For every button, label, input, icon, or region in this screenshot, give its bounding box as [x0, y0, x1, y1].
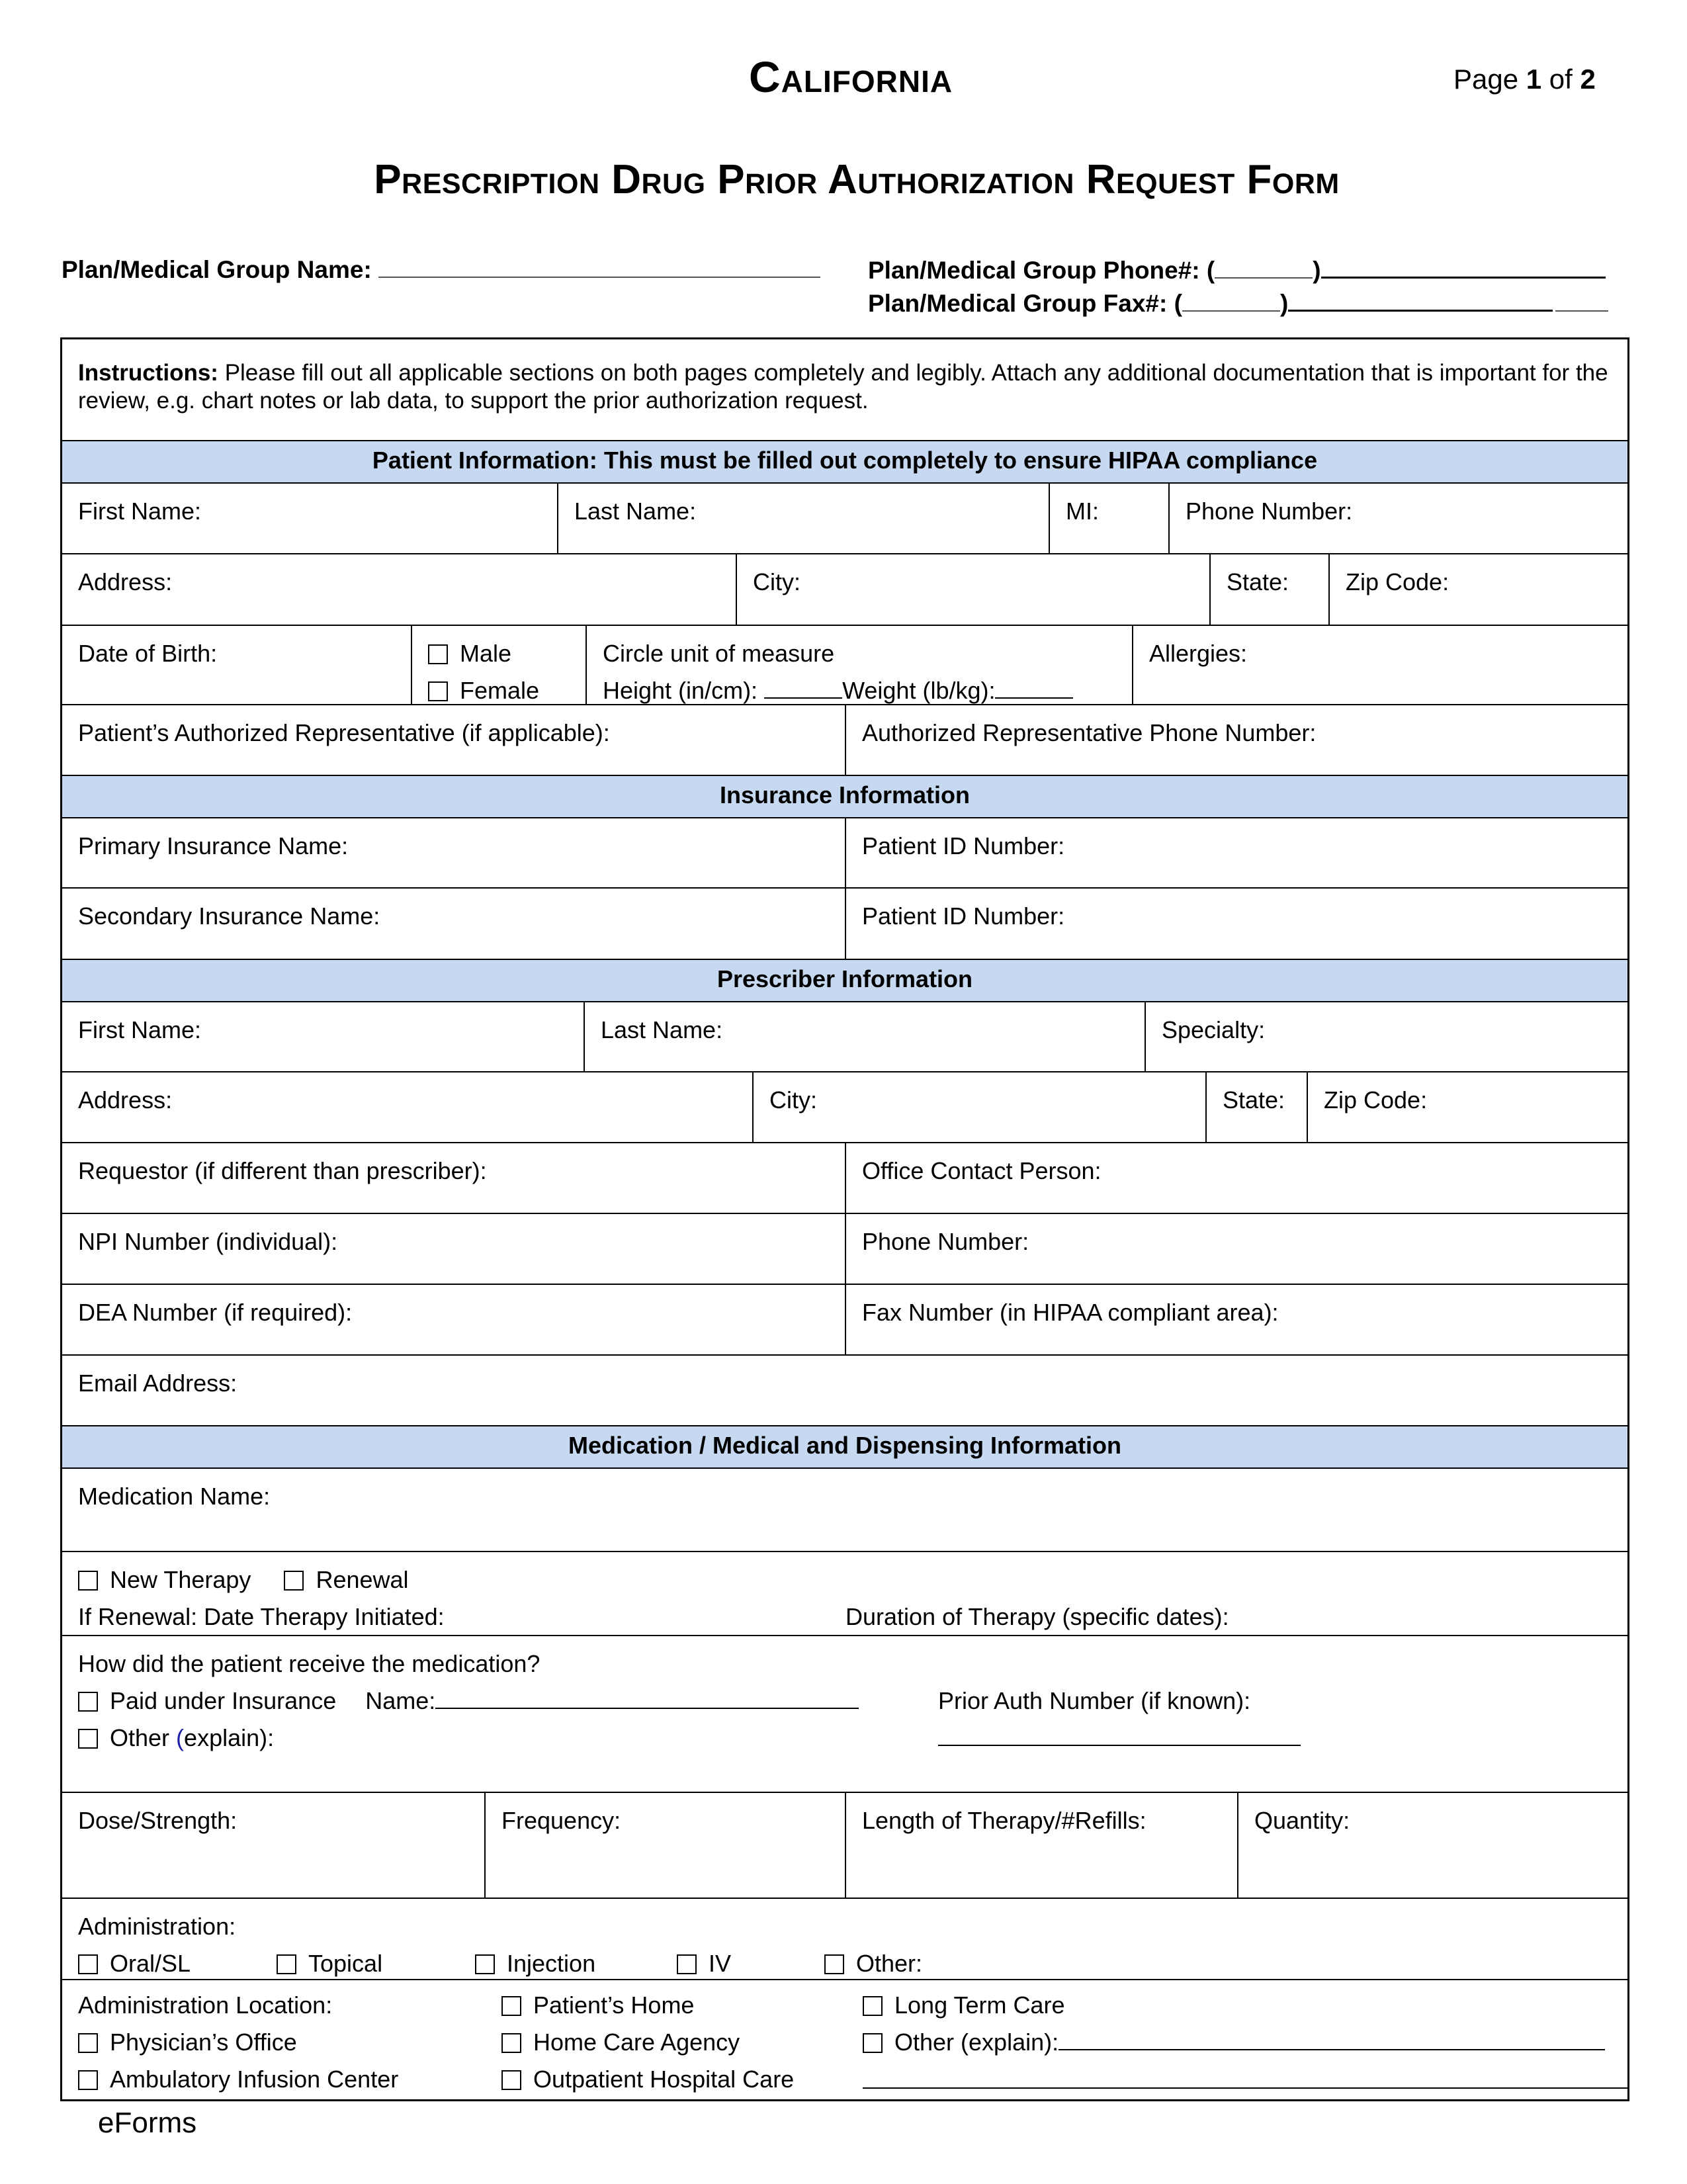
patient-phone-field[interactable] — [1168, 484, 1627, 553]
iv-checkbox[interactable] — [677, 1954, 697, 1974]
other-admin-label: Other: — [856, 1950, 923, 1977]
secondary-insurance-label: Secondary Insurance Name: — [78, 902, 380, 930]
page-of: of — [1549, 64, 1573, 95]
plan-phone-area-field[interactable] — [1215, 256, 1313, 279]
instructions-row — [62, 339, 1627, 440]
plan-fax-row — [868, 288, 1608, 318]
injection-label: Injection — [507, 1950, 596, 1977]
rep-field[interactable] — [62, 705, 845, 775]
therapy-type-section — [62, 1552, 1627, 1635]
prescriber-section-header: Prescriber Information — [62, 960, 1627, 1001]
email-label: Email Address: — [78, 1370, 238, 1397]
prior-auth-label: Prior Auth Number (if known): — [938, 1687, 1251, 1714]
frequency-label: Frequency: — [501, 1807, 621, 1834]
secondary-patient-id-field[interactable] — [845, 889, 1627, 959]
requestor-field[interactable] — [62, 1143, 845, 1213]
page-number — [1453, 64, 1596, 95]
other-location-input[interactable] — [1059, 2028, 1605, 2050]
height-label: Height (in/cm): — [603, 677, 765, 704]
medication-section-header: Medication / Medical and Dispensing Information — [62, 1426, 1627, 1467]
length-label: Length of Therapy/#Refills: — [862, 1807, 1146, 1834]
injection-checkbox[interactable] — [475, 1954, 495, 1974]
plan-phone-label: Plan/Medical Group Phone#: ( — [868, 257, 1215, 284]
outpatient-checkbox[interactable] — [501, 2070, 521, 2090]
renewal-checkbox[interactable] — [284, 1571, 304, 1591]
prescriber-zip-label: Zip Code: — [1324, 1086, 1428, 1114]
patient-dob-label: Date of Birth: — [78, 640, 218, 667]
female-checkbox[interactable] — [428, 681, 448, 701]
other-admin-checkbox[interactable] — [824, 1954, 844, 1974]
ambulatory-label: Ambulatory Infusion Center — [110, 2066, 399, 2093]
prescriber-fax-field[interactable] — [845, 1285, 1627, 1354]
patient-address-label: Address: — [78, 568, 173, 595]
gender-options — [411, 626, 585, 704]
patient-mi-field[interactable] — [1049, 484, 1168, 553]
prescriber-first-name-label: First Name: — [78, 1016, 202, 1043]
patient-zip-field[interactable] — [1328, 554, 1627, 625]
other-explain-label: explain): — [184, 1724, 275, 1751]
male-checkbox[interactable] — [428, 644, 448, 664]
requestor-label: Requestor (if different than prescriber): — [78, 1157, 487, 1184]
renewal-label: Renewal — [316, 1566, 409, 1593]
administration-section — [62, 1899, 1627, 1979]
patient-address-field[interactable] — [62, 554, 736, 625]
paid-insurance-label: Paid under Insurance — [110, 1687, 337, 1714]
secondary-insurance-field[interactable] — [62, 889, 845, 959]
location-label: Administration Location: — [78, 1991, 333, 2019]
plan-phone-field[interactable] — [1321, 255, 1606, 279]
instructions-text: Please fill out all applicable sections on both pages completely and legibly. Attach any additional documentation that is important for the review, e.g. chart notes or lab data, to support the prior authorization request. — [78, 360, 1608, 414]
page-total: 2 — [1580, 64, 1596, 95]
how-received-label: How did the patient receive the medication? — [78, 1650, 541, 1677]
new-therapy-checkbox[interactable] — [78, 1571, 98, 1591]
primary-insurance-field[interactable] — [62, 818, 845, 887]
office-contact-label: Office Contact Person: — [862, 1157, 1102, 1184]
topical-label: Topical — [308, 1950, 383, 1977]
page-current: 1 — [1526, 64, 1542, 95]
plan-fax-tail — [1555, 289, 1608, 312]
insurance-name-label: Name: — [365, 1687, 436, 1714]
height-input[interactable] — [764, 676, 842, 699]
rep-phone-label: Authorized Representative Phone Number: — [862, 719, 1317, 746]
other-location-label: Other (explain): — [894, 2029, 1059, 2056]
prior-auth-input[interactable] — [938, 1724, 1301, 1746]
patient-first-name-field[interactable] — [62, 484, 557, 553]
prescriber-phone-field[interactable] — [845, 1214, 1627, 1284]
length-field[interactable] — [845, 1793, 1237, 1898]
prescriber-state-field[interactable] — [1205, 1072, 1307, 1142]
rep-label: Patient’s Authorized Representative (if applicable): — [78, 719, 610, 746]
email-field[interactable] — [62, 1356, 1627, 1425]
prescriber-phone-label: Phone Number: — [862, 1228, 1029, 1255]
home-care-label: Home Care Agency — [533, 2029, 740, 2056]
topical-checkbox[interactable] — [277, 1954, 296, 1974]
prescriber-city-field[interactable] — [752, 1072, 1205, 1142]
primary-insurance-label: Primary Insurance Name: — [78, 832, 349, 859]
renewal-date-label: If Renewal: Date Therapy Initiated: — [78, 1603, 445, 1630]
medication-name-label: Medication Name: — [78, 1483, 271, 1510]
patient-last-name-label: Last Name: — [574, 498, 697, 525]
medication-name-field[interactable] — [62, 1469, 1627, 1551]
insurance-name-input[interactable] — [435, 1686, 859, 1709]
long-term-care-label: Long Term Care — [894, 1991, 1065, 2019]
physician-office-label: Physician’s Office — [110, 2029, 297, 2056]
physician-office-checkbox[interactable] — [78, 2033, 98, 2053]
eforms-brand: eForms — [98, 2107, 197, 2139]
female-label: Female — [460, 677, 540, 704]
long-term-care-checkbox[interactable] — [863, 1996, 883, 2016]
other-location-checkbox[interactable] — [863, 2033, 883, 2053]
location-section — [62, 1980, 1627, 2099]
state-title: California — [749, 52, 953, 101]
other-paren: ( — [176, 1724, 185, 1751]
plan-fax-field[interactable] — [1288, 288, 1553, 312]
patient-state-label: State: — [1227, 568, 1289, 595]
iv-label: IV — [709, 1950, 732, 1977]
patient-first-name-label: First Name: — [78, 498, 202, 525]
plan-fax-label: Plan/Medical Group Fax#: ( — [868, 290, 1182, 317]
patient-home-label: Patient’s Home — [533, 1991, 695, 2019]
allergies-label: Allergies: — [1149, 640, 1248, 667]
plan-name-label: Plan/Medical Group Name: — [62, 256, 372, 283]
other-source-label: Other — [110, 1724, 177, 1751]
height-weight-field — [585, 626, 1132, 704]
patient-city-label: City: — [753, 568, 800, 595]
other-source-checkbox[interactable] — [78, 1729, 98, 1749]
secondary-patient-id-label: Patient ID Number: — [862, 902, 1065, 930]
home-care-checkbox[interactable] — [501, 2033, 521, 2053]
prescriber-last-name-field[interactable] — [584, 1002, 1145, 1071]
patient-zip-label: Zip Code: — [1346, 568, 1449, 595]
patient-last-name-field[interactable] — [557, 484, 1049, 553]
prescriber-specialty-field[interactable] — [1145, 1002, 1627, 1071]
primary-patient-id-field[interactable] — [845, 818, 1627, 887]
oral-checkbox[interactable] — [78, 1954, 98, 1974]
allergies-field[interactable] — [1132, 626, 1627, 704]
plan-name-row — [62, 255, 820, 284]
administration-label: Administration: — [78, 1913, 236, 1940]
medication-source-section — [62, 1636, 1627, 1792]
rep-phone-field[interactable] — [845, 705, 1627, 775]
ambulatory-checkbox[interactable] — [78, 2070, 98, 2090]
page-prefix: Page — [1453, 64, 1519, 95]
paid-insurance-checkbox[interactable] — [78, 1692, 98, 1712]
prescriber-first-name-field[interactable] — [62, 1002, 584, 1071]
form-title: Prescription Drug Prior Authorization Request Form — [374, 157, 1340, 202]
frequency-field[interactable] — [484, 1793, 845, 1898]
prescriber-zip-field[interactable] — [1307, 1072, 1627, 1142]
prior-auth-form — [60, 337, 1629, 2101]
patient-city-field[interactable] — [736, 554, 1209, 625]
paren-close: ) — [1313, 257, 1321, 284]
patient-mi-label: MI: — [1066, 498, 1099, 525]
prescriber-city-label: City: — [769, 1086, 817, 1114]
primary-patient-id-label: Patient ID Number: — [862, 832, 1065, 859]
prescriber-last-name-label: Last Name: — [601, 1016, 723, 1043]
other-location-input-2[interactable] — [863, 2061, 1627, 2089]
office-contact-field[interactable] — [845, 1143, 1627, 1213]
prescriber-state-label: State: — [1223, 1086, 1285, 1114]
instructions — [62, 339, 1627, 440]
weight-label: Weight (lb/kg): — [842, 677, 996, 704]
paren-close: ) — [1279, 290, 1289, 317]
duration-label: Duration of Therapy (specific dates): — [845, 1603, 1229, 1630]
outpatient-label: Outpatient Hospital Care — [533, 2066, 795, 2093]
dose-label: Dose/Strength: — [78, 1807, 238, 1834]
npi-field[interactable] — [62, 1214, 845, 1284]
patient-section-header: Patient Information: This must be filled out completely to ensure HIPAA compliance — [62, 441, 1627, 482]
prescriber-address-label: Address: — [78, 1086, 173, 1114]
plan-name-field[interactable] — [378, 255, 820, 278]
unit-label: Circle unit of measure — [603, 640, 835, 667]
prescriber-specialty-label: Specialty: — [1162, 1016, 1266, 1043]
patient-home-checkbox[interactable] — [501, 1996, 521, 2016]
quantity-label: Quantity: — [1254, 1807, 1350, 1834]
dea-label: DEA Number (if required): — [78, 1299, 353, 1326]
prescriber-fax-label: Fax Number (in HIPAA compliant area): — [862, 1299, 1279, 1326]
dea-field[interactable] — [62, 1285, 845, 1354]
instructions-label: Instructions: — [78, 360, 218, 386]
oral-label: Oral/SL — [110, 1950, 191, 1977]
npi-label: NPI Number (individual): — [78, 1228, 338, 1255]
insurance-section-header: Insurance Information — [62, 776, 1627, 817]
quantity-field[interactable] — [1237, 1793, 1627, 1898]
plan-fax-area-field[interactable] — [1182, 289, 1280, 312]
patient-phone-label: Phone Number: — [1186, 498, 1353, 525]
plan-phone-row — [868, 255, 1606, 284]
male-label: Male — [460, 640, 512, 667]
patient-dob-field[interactable] — [62, 626, 411, 704]
patient-state-field[interactable] — [1209, 554, 1328, 625]
weight-input[interactable] — [995, 676, 1073, 699]
new-therapy-label: New Therapy — [110, 1566, 251, 1593]
dose-field[interactable] — [62, 1793, 484, 1898]
prescriber-address-field[interactable] — [62, 1072, 752, 1142]
